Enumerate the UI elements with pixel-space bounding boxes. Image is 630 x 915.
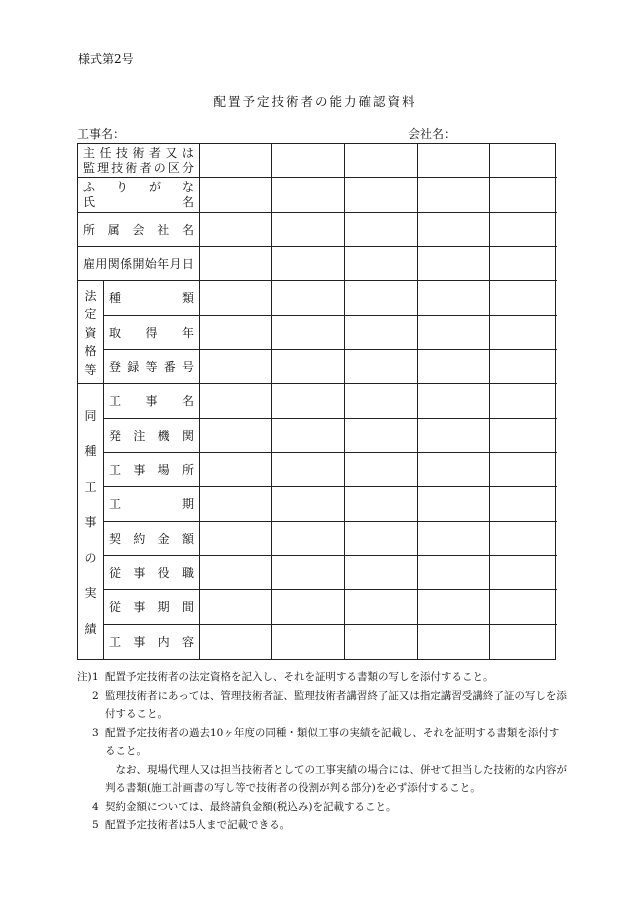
engineer-entry-cell[interactable] (272, 590, 345, 624)
engineer-entry-cell[interactable] (345, 213, 418, 247)
engineer-entry-cell[interactable] (272, 316, 345, 350)
engineer-entry-cell[interactable] (418, 281, 490, 315)
engineer-entry-cell[interactable] (272, 144, 345, 178)
engineer-entry-cell[interactable] (200, 281, 272, 315)
engineer-entry-cell[interactable] (345, 247, 418, 281)
note-item (77, 668, 567, 687)
engineer-entry-cell[interactable] (272, 178, 345, 212)
engineer-entry-cell[interactable] (418, 556, 490, 590)
engineer-entry-cell[interactable] (345, 384, 418, 418)
engineer-entry-cell[interactable] (490, 453, 557, 487)
engineer-entry-cell[interactable] (200, 178, 272, 212)
row-label: 取 得 年 (104, 316, 200, 350)
note-item (77, 687, 567, 724)
row-group-label: 同 種 工 事 の 実 績 (78, 384, 104, 659)
engineer-entry-cell[interactable] (200, 247, 272, 281)
engineer-entry-cell[interactable] (418, 178, 490, 212)
engineer-entry-cell[interactable] (418, 419, 490, 453)
note-text: 監理技術者にあっては、管理技術者証、監理技術者講習終了証又は指定講習受講終了証の写しを添付すること。 (105, 689, 567, 720)
engineer-entry-cell[interactable] (490, 316, 557, 350)
engineer-entry-cell[interactable] (200, 625, 272, 659)
engineer-entry-cell[interactable] (490, 213, 557, 247)
engineer-entry-cell[interactable] (272, 384, 345, 418)
row-label: 工 事 内 容 (104, 625, 200, 659)
engineer-entry-cell[interactable] (272, 453, 345, 487)
note-text: 配置予定技術者の法定資格を記入し、それを証明する書類の写しを添付すること。 (105, 671, 494, 683)
engineer-entry-cell[interactable] (200, 522, 272, 556)
engineer-entry-cell[interactable] (490, 178, 557, 212)
note-number: 3 (92, 726, 99, 739)
engineer-entry-cell[interactable] (418, 487, 490, 521)
engineer-entry-cell[interactable] (200, 419, 272, 453)
engineer-entry-cell[interactable] (200, 590, 272, 624)
engineer-entry-cell[interactable] (272, 625, 345, 659)
engineer-entry-cell[interactable] (345, 590, 418, 624)
row-label (78, 178, 200, 212)
row-label (78, 144, 200, 178)
company-name-label: 会社名： (408, 127, 457, 141)
form-number: 様式第2号 (78, 52, 134, 66)
engineer-entry-cell[interactable] (490, 590, 557, 624)
engineer-entry-cell[interactable] (490, 487, 557, 521)
row-label-line: 氏 名 (83, 194, 194, 209)
engineer-entry-cell[interactable] (418, 522, 490, 556)
row-label: 種 類 (104, 281, 200, 315)
row-label: 工 期 (104, 487, 200, 521)
engineer-entry-cell[interactable] (418, 384, 490, 418)
row-label: 発 注 機 関 (104, 419, 200, 453)
note-text: 契約金額については、最終請負金額(税込み)を記載すること。 (105, 800, 397, 813)
row-label: 工 事 名 (104, 384, 200, 418)
note-number: 4 (92, 800, 99, 813)
engineer-entry-cell[interactable] (200, 453, 272, 487)
engineer-entry-cell[interactable] (418, 350, 490, 384)
engineer-entry-cell[interactable] (345, 144, 418, 178)
engineer-entry-cell[interactable] (345, 178, 418, 212)
note-text: 配置予定技術者は5人まで記載できる。 (105, 819, 291, 831)
row-label: 登 録 等 番 号 (104, 350, 200, 384)
engineer-entry-cell[interactable] (345, 419, 418, 453)
note-number: 1 (92, 671, 99, 683)
note-continuation: なお、現場代理人又は担当技術者としての工事実績の場合には、併せて担当した技術的な内容が判る書類(施工計画書の写し等で技術者の役割が判る部分)を必ず添付すること。 (105, 763, 567, 794)
engineer-entry-cell[interactable] (345, 487, 418, 521)
row-label: 所 属 会 社 名 (78, 213, 200, 247)
engineer-entry-cell[interactable] (272, 556, 345, 590)
engineer-entry-cell[interactable] (272, 522, 345, 556)
engineer-entry-cell[interactable] (490, 384, 557, 418)
engineer-entry-cell[interactable] (345, 350, 418, 384)
notes-section (77, 668, 567, 835)
engineer-entry-cell[interactable] (490, 144, 557, 178)
row-label: 契 約 金 額 (104, 522, 200, 556)
engineer-entry-cell[interactable] (345, 316, 418, 350)
engineer-entry-cell[interactable] (200, 350, 272, 384)
engineer-capability-table (77, 143, 556, 660)
engineer-entry-cell[interactable] (418, 213, 490, 247)
engineer-entry-cell[interactable] (345, 281, 418, 315)
engineer-entry-cell[interactable] (490, 556, 557, 590)
note-item (77, 816, 567, 835)
engineer-entry-cell[interactable] (490, 350, 557, 384)
construction-name-field[interactable] (77, 127, 220, 144)
engineer-entry-cell[interactable] (272, 281, 345, 315)
engineer-entry-cell[interactable] (272, 419, 345, 453)
engineer-entry-cell[interactable] (345, 556, 418, 590)
note-lead: 注) (77, 671, 92, 683)
engineer-entry-cell[interactable] (490, 625, 557, 659)
engineer-entry-cell[interactable] (200, 316, 272, 350)
engineer-entry-cell[interactable] (418, 144, 490, 178)
engineer-entry-cell[interactable] (490, 419, 557, 453)
engineer-entry-cell[interactable] (418, 625, 490, 659)
row-label: 従 事 期 間 (104, 590, 200, 624)
engineer-entry-cell[interactable] (490, 247, 557, 281)
document-title: 配置予定技術者の能力確認資料 (213, 94, 417, 109)
row-label: 従 事 役 職 (104, 556, 200, 590)
row-label-line: ふ り が な (83, 179, 194, 194)
row-label: 工 事 場 所 (104, 453, 200, 487)
note-text: 配置予定技術者の過去10ヶ年度の同種・類似工事の実績を記載し、それを証明する書類を添付すること。 (105, 726, 560, 757)
construction-name-label: 工事名： (77, 127, 126, 141)
engineer-entry-cell[interactable] (490, 281, 557, 315)
engineer-entry-cell[interactable] (272, 213, 345, 247)
note-number: 2 (92, 689, 99, 702)
engineer-entry-cell[interactable] (200, 213, 272, 247)
note-number: 5 (92, 819, 99, 831)
engineer-entry-cell[interactable] (200, 487, 272, 521)
engineer-entry-cell[interactable] (200, 384, 272, 418)
engineer-entry-cell[interactable] (272, 350, 345, 384)
engineer-entry-cell[interactable] (418, 590, 490, 624)
engineer-entry-cell[interactable] (418, 453, 490, 487)
engineer-entry-cell[interactable] (272, 487, 345, 521)
engineer-entry-cell[interactable] (200, 144, 272, 178)
engineer-entry-cell[interactable] (200, 556, 272, 590)
row-label-line: 監 理 技 術 者 の 区 分 (83, 160, 194, 175)
row-group-label: 法 定 資 格 等 (78, 281, 104, 384)
engineer-entry-cell[interactable] (418, 247, 490, 281)
engineer-entry-cell[interactable] (272, 247, 345, 281)
engineer-entry-cell[interactable] (345, 625, 418, 659)
company-name-field[interactable] (408, 127, 550, 144)
note-item (77, 724, 567, 798)
engineer-entry-cell[interactable] (490, 522, 557, 556)
row-label: 雇 用 関 係 開 始 年 月 日 (78, 247, 200, 281)
note-item (77, 798, 567, 817)
engineer-entry-cell[interactable] (345, 522, 418, 556)
engineer-entry-cell[interactable] (345, 453, 418, 487)
row-label-line: 主 任 技 術 者 又 は (83, 145, 194, 160)
engineer-entry-cell[interactable] (418, 316, 490, 350)
